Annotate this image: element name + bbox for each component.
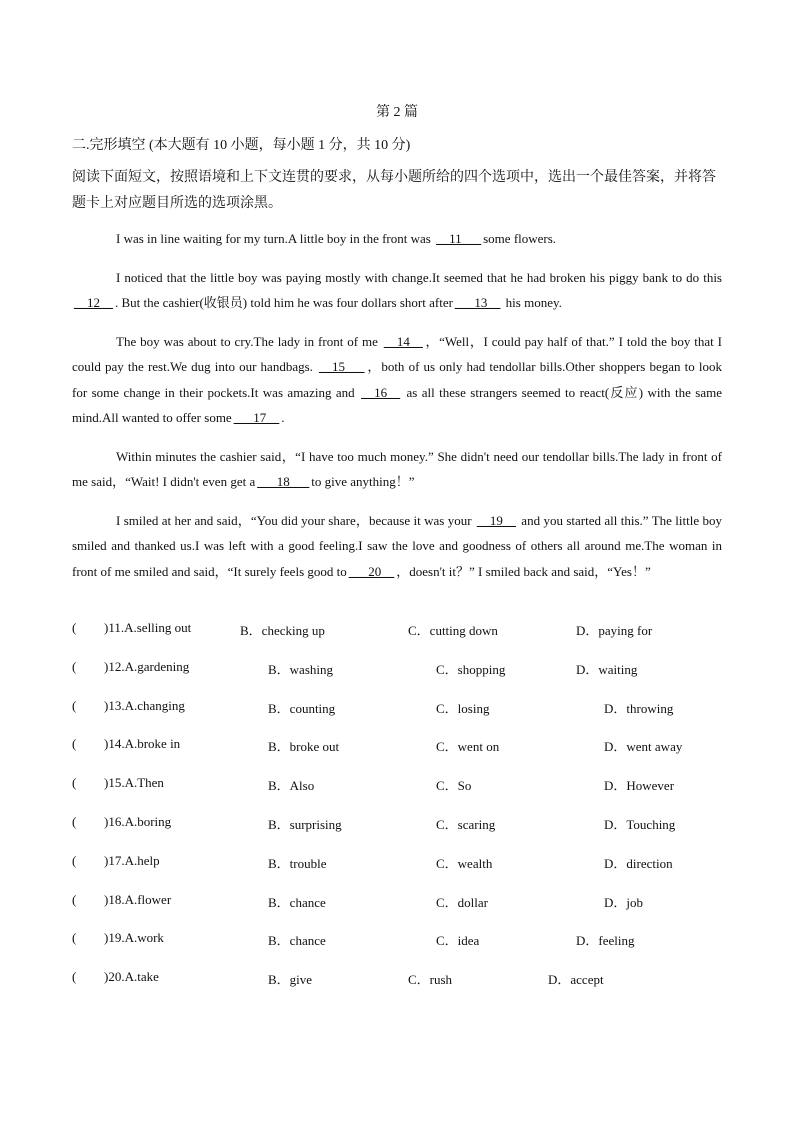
option-d: D．waiting xyxy=(576,661,638,677)
question-stem-option-a: )11.A.selling out xyxy=(104,620,192,635)
question-stem-option-a: )20.A.take xyxy=(104,969,159,985)
answer-paren[interactable]: ( xyxy=(72,775,77,791)
question-15 xyxy=(72,775,722,814)
option-c: C．shopping xyxy=(436,661,506,677)
blank-20: ___20__ xyxy=(348,563,395,579)
question-11 xyxy=(72,620,722,659)
option-c: C．losing xyxy=(436,700,490,716)
answer-paren[interactable]: ( xyxy=(72,736,77,752)
question-19 xyxy=(72,930,722,969)
answer-paren[interactable]: ( xyxy=(72,930,77,946)
option-d: D．went away xyxy=(604,739,683,755)
answer-paren[interactable]: ( xyxy=(72,697,77,713)
passage-paragraph-3: The boy was about to cry.The lady in front of me __14__ ，“Well，I could pay half of that.” I told the boy that I could pay the rest.We dug into our handbags. __15___ ，both of us only had tendollar bills.Other shoppers began to look for some change in their pockets.It was amazing and __16__ as all these strangers seemed to react(反应) with the same mind.All wanted to offer some ___17__ . xyxy=(72,329,722,431)
passage-paragraph-4: Within minutes the cashier said，“I have too much money.” She didn't need our tendollar bills.The lady in front of me said，“Wait! I didn't even get a ___18___ to give anything！” xyxy=(72,444,722,495)
option-d: D．feeling xyxy=(576,933,635,949)
answer-paren[interactable]: ( xyxy=(72,852,77,868)
option-b: B．washing xyxy=(268,661,334,677)
option-c: C．went on xyxy=(436,739,500,755)
question-stem-option-a: )19.A.work xyxy=(104,930,164,946)
option-d: D．paying for xyxy=(576,623,653,638)
blank-11: __11___ xyxy=(436,231,482,246)
option-c: C．So xyxy=(436,778,472,794)
question-stem-option-a: )17.A.help xyxy=(104,852,160,868)
answer-paren[interactable]: ( xyxy=(72,969,77,985)
question-20 xyxy=(72,969,722,1008)
passage-paragraph-5: I smiled at her and said，“You did your share，because it was your __19__ and you started all this.” The little boy smiled and thanked us.I was left with a good feeling.I saw the love and goodness of others all around me.The woman in front of me smiled and said，“It surely feels good to ___20__ ，doesn't it？” I smiled back and said，“Yes！” xyxy=(72,508,722,585)
question-stem-option-a: )16.A.boring xyxy=(104,813,172,829)
option-b: B．trouble xyxy=(268,855,327,871)
answer-paren[interactable]: ( xyxy=(72,891,77,907)
option-b: B．surprising xyxy=(268,816,342,832)
question-stem-option-a: )14.A.broke in xyxy=(104,736,181,752)
answer-paren[interactable]: ( xyxy=(72,658,77,674)
question-stem-option-a: )15.A.Then xyxy=(104,775,164,791)
option-c: C．rush xyxy=(408,972,453,988)
option-b: B．give xyxy=(268,972,313,988)
blank-12: __12__ xyxy=(74,295,113,310)
option-d: D．However xyxy=(604,778,675,794)
option-d: D．direction xyxy=(604,855,673,871)
blank-13: ___13__ xyxy=(454,295,501,310)
passage-paragraph-1: I was in line waiting for my turn.A little boy in the front was __11___ some flowers. xyxy=(72,226,722,252)
blank-19: __19__ xyxy=(476,512,516,528)
option-b: B．broke out xyxy=(268,739,340,755)
cloze-passage xyxy=(72,226,722,597)
instructions-text: 阅读下面短文，按照语境和上下文连贯的要求，从每小题所给的四个选项中，选出一个最佳答案，并将答题卡上对应题目所选的选项涂黑。 xyxy=(72,170,716,211)
blank-18: ___18___ xyxy=(257,474,310,489)
option-c: C．wealth xyxy=(436,855,493,871)
option-b: B．chance xyxy=(268,894,326,910)
question-16 xyxy=(72,814,722,853)
option-c: C．idea xyxy=(436,933,480,949)
option-d: D．job xyxy=(604,894,644,910)
section-heading: 二.完形填空 (本大题有 10 小题，每小题 1 分，共 10 分) xyxy=(72,138,411,153)
question-stem-option-a: )18.A.flower xyxy=(104,891,172,907)
blank-16: __16__ xyxy=(361,384,401,400)
page-title: 第 2 篇 xyxy=(376,105,418,120)
blank-14: __14__ xyxy=(383,333,423,349)
option-d: D．accept xyxy=(548,972,604,988)
option-d: D．throwing xyxy=(604,700,674,716)
answer-options xyxy=(72,620,722,1008)
blank-17: ___17__ xyxy=(233,410,280,425)
blank-15: __15___ xyxy=(319,359,365,374)
answer-paren[interactable]: ( xyxy=(72,813,77,829)
option-d: D．Touching xyxy=(604,816,676,832)
option-c: C．cutting down xyxy=(408,623,498,638)
option-b: B．checking up xyxy=(240,623,325,638)
answer-paren[interactable]: ( xyxy=(72,620,77,635)
option-c: C．dollar xyxy=(436,894,488,910)
question-17 xyxy=(72,853,722,892)
question-12 xyxy=(72,659,722,698)
option-b: B．chance xyxy=(268,933,326,949)
question-13 xyxy=(72,698,722,737)
question-18 xyxy=(72,892,722,931)
question-stem-option-a: )13.A.changing xyxy=(104,697,185,713)
question-stem-option-a: )12.A.gardening xyxy=(104,658,190,674)
option-b: B．counting xyxy=(268,700,336,716)
option-c: C．scaring xyxy=(436,816,496,832)
passage-paragraph-2: I noticed that the little boy was paying mostly with change.It seemed that he had broken his piggy bank to do this __12__ . But the cashier(收银员) told him he was four dollars short after ___13__ his money. xyxy=(72,265,722,316)
question-14 xyxy=(72,736,722,775)
option-b: B．Also xyxy=(268,778,315,794)
